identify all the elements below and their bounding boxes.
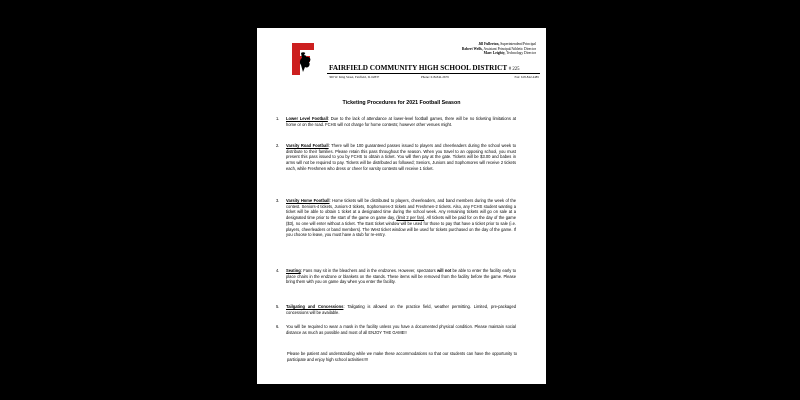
list-item: 3. Varsity Home Football: Home tickets will be distributed to players, cheerleaders, and band members during the week of the contest. Seniors-4 tickets, Juniors-3 tickets, Sophomores-3 tickets and Freshmen-2 tickets. Also, any FCHS student wanting a ticket will be able to obtain 1 ticket at a designated time during the school week. Any remaining tickets will go on sale at a designated time prior to the start of the game on game day, (limit 2 per fan). All tickets will be paid for on the day of the game ($3), no one will enter without a ticket. The East ticket window will be used for those to pay that have a ticket prior to sale (i.e. players, cheerleaders or band members). The West ticket window will be used for tickets purchased on the day of the game. If you choose to leave, you must have a stub for re-entry. [276,198,516,238]
list-item: 6. You will be required to wear a mask in the facility unless you have a documented physical condition. Please maintain social distance as much as possible and most of all ENJOY THE GAME!! [276,324,516,335]
list-item: 4. Seating: Fans may sit in the bleachers and in the endzones. However, spectators will not be able to enter the facility early to place chairs in the endzone or blankets on the stands. These items will be removed from the facility before the game. Please bring them with you on game day when you enter the facility. [276,268,516,285]
address: 300 W. King Street, Fairfield, IL 62837 [329,75,380,79]
fairfield-logo-icon [289,41,317,77]
list-item: 5. Tailgating and Concessions: Tailgating is allowed on the practice field, weather permitting. Limited, pre-packaged concessions will be available. [276,304,516,315]
staff-line: Robert Wells, Assistant Principal/Athletic Director [461,46,536,51]
document-title: Ticketing Procedures for 2021 Football Season [342,100,461,106]
phone: Phone: 618-842-2679 [421,75,449,79]
district-number: # 225 [508,67,520,72]
document-page [257,28,546,384]
closing-paragraph: Please be patient and understanding while we make these accommodations so that our students can have the opportunity to participate and enjoy high school activities!!!! [287,351,517,362]
staff-list [462,42,536,56]
staff-line: Jill Fullerton, Superintendent/Principal [478,42,536,46]
list-item: 1. Lower Level Football: Due to the lack of attendance at lower-level football games, there will be no ticketing limitations at home or on the road. FCHS will not charge for home contests; however other venues might. [276,116,517,127]
list-item: 2. Varsity Road Football: There will be 100 guaranteed passes issued to players and cheerleaders during the school week to distribute to their families. Please retain this pass throughout the season. When you travel to an opposing school, you must present this pass issued to you by FCHS to obtain a ticket. You will then pay at the gate. Tickets will be $3.00 and babes in arms will not be required to pay. Tickets will be distributed as followed; Seniors, Juniors and Sophomores will receive 2 tickets each, while Freshmen who dress or cheer for varsity contests will receive 1 ticket. [276,143,516,171]
fax: Fax: 618-842-4485 [514,75,539,79]
header-divider [327,73,540,74]
district-name: FAIRFIELD COMMUNITY HIGH SCHOOL DISTRICT # 225 [329,64,520,72]
staff-line: Marc Leighty, Technology Director [483,51,536,56]
